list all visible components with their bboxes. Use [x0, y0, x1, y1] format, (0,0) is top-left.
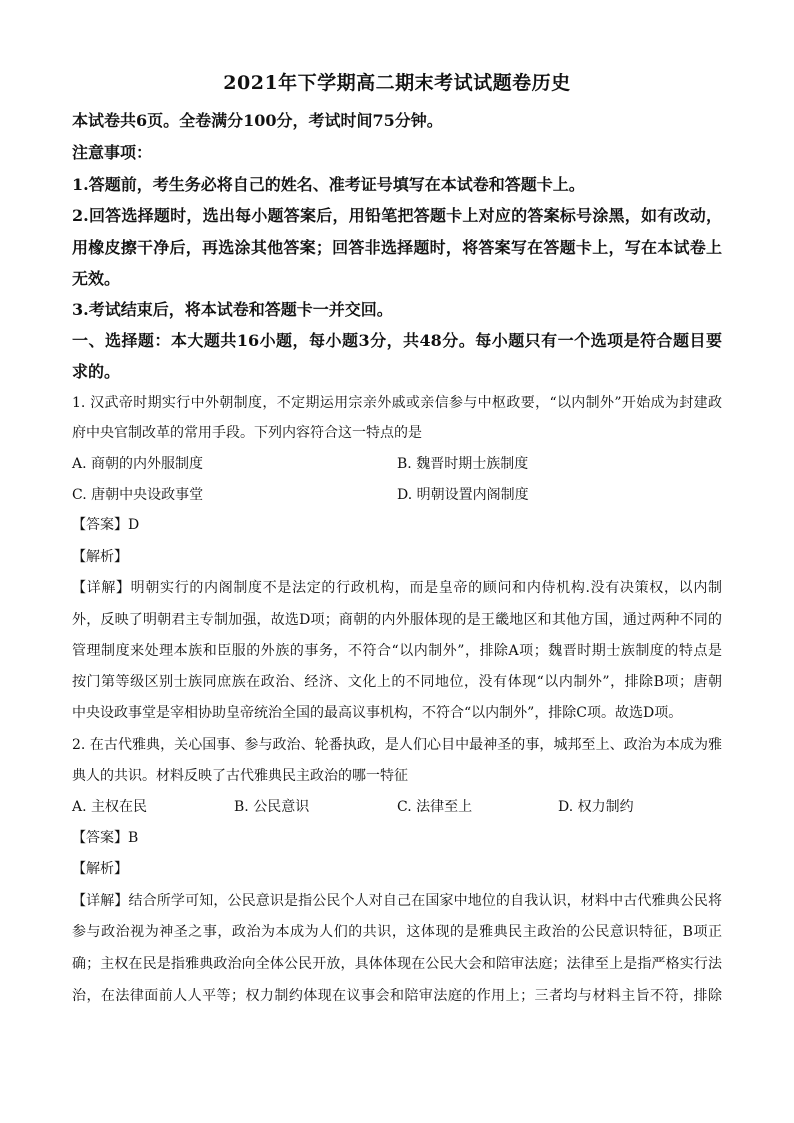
q2-detail-line-1: 【详解】结合所学可知，公民意识是指公民个人对自己在国家中地位的自我认识，材料中古代雅典公民将: [72, 893, 722, 909]
section-heading-line-2: 求的。: [72, 362, 121, 381]
q1-analysis-label: 【解析】: [72, 549, 128, 565]
q1-option-d: D. 明朝设置内阁制度: [397, 487, 529, 503]
q2-option-c: C. 法律至上: [397, 799, 473, 815]
notice-item-2-line-2: 用橡皮擦干净后，再选涂其他答案；回答非选择题时，将答案写在答题卡上，写在本试卷上: [72, 238, 722, 257]
q2-option-b: B. 公民意识: [234, 799, 310, 815]
q1-option-b: B. 魏晋时期士族制度: [397, 456, 529, 472]
notice-item-3: 3.考试结束后，将本试卷和答题卡一并交回。: [72, 300, 393, 319]
q2-option-d: D. 权力制约: [558, 799, 634, 815]
q1-detail-line-2: 外，反映了明朝君主专制加强，故选D项；商朝的内外服体现的是王畿地区和其他方国，通过两种不同的: [72, 612, 722, 628]
q2-stem-line-1: 2. 在古代雅典，关心国事、参与政治、轮番执政，是人们心目中最神圣的事，城邦至上、政治为本成为雅: [72, 737, 722, 753]
notice-item-1: 1.答题前，考生务必将自己的姓名、准考证号填写在本试卷和答题卡上。: [72, 175, 585, 194]
q1-detail-line-5: 中央设政事堂是宰相协助皇帝统治全国的最高议事机构，不符合“以内制外”，排除C项。故选D项。: [72, 705, 683, 721]
q1-option-c: C. 唐朝中央设政事堂: [72, 487, 204, 503]
notice-item-2-line-3: 无效。: [72, 269, 121, 288]
q1-detail-line-3: 管理制度来处理本族和臣服的外族的事务，不符合“以内制外”，排除A项；魏晋时期士族制度的特点是: [72, 643, 722, 659]
notice-item-2-line-1: 2.回答选择题时，选出每小题答案后，用铅笔把答题卡上对应的答案标号涂黑，如有改动，: [72, 206, 722, 225]
q1-detail-line-1: 【详解】明朝实行的内阁制度不是法定的行政机构，而是皇帝的顾问和内侍机构.没有决策权，以内制: [72, 580, 722, 596]
q2-detail-line-4: 治，在法律面前人人平等；权力制约体现在议事会和陪审法庭的作用上；三者均与材料主旨不符，排除: [72, 988, 722, 1004]
notice-title: 注意事项：: [72, 143, 153, 162]
q2-option-a: A. 主权在民: [72, 799, 148, 815]
q2-analysis-label: 【解析】: [72, 861, 128, 877]
q1-option-a: A. 商朝的内外服制度: [72, 456, 204, 472]
q1-stem-line-1: 1. 汉武帝时期实行中外朝制度，不定期运用宗亲外戚或亲信参与中枢政要，“以内制外”开始成为封建政: [72, 395, 722, 411]
q2-stem-line-2: 典人的共识。材料反映了古代雅典民主政治的哪一特征: [72, 768, 408, 784]
q2-answer: 【答案】B: [72, 830, 139, 846]
exam-title: 2021年下学期高二期末考试试题卷历史: [223, 72, 571, 94]
q1-answer: 【答案】D: [72, 517, 140, 533]
exam-intro: 本试卷共6页。全卷满分100分，考试时间75分钟。: [72, 111, 443, 130]
section-heading-line-1: 一、选择题：本大题共16小题，每小题3分，共48分。每小题只有一个选项是符合题目要: [72, 331, 722, 350]
q2-detail-line-2: 参与政治视为神圣之事，政治为本成为人们的共识，这体现的是雅典民主政治的公民意识特征，B项正: [72, 924, 722, 940]
q2-detail-line-3: 确；主权在民是指雅典政治向全体公民开放，具体体现在公民大会和陪审法庭；法律至上是指严格实行法: [72, 956, 722, 972]
q1-detail-line-4: 按门第等级区别士族同庶族在政治、经济、文化上的不同地位，没有体现“以内制外”，排除B项；唐朝: [72, 674, 722, 690]
q1-stem-line-2: 府中央官制改革的常用手段。下列内容符合这一特点的是: [72, 425, 422, 441]
